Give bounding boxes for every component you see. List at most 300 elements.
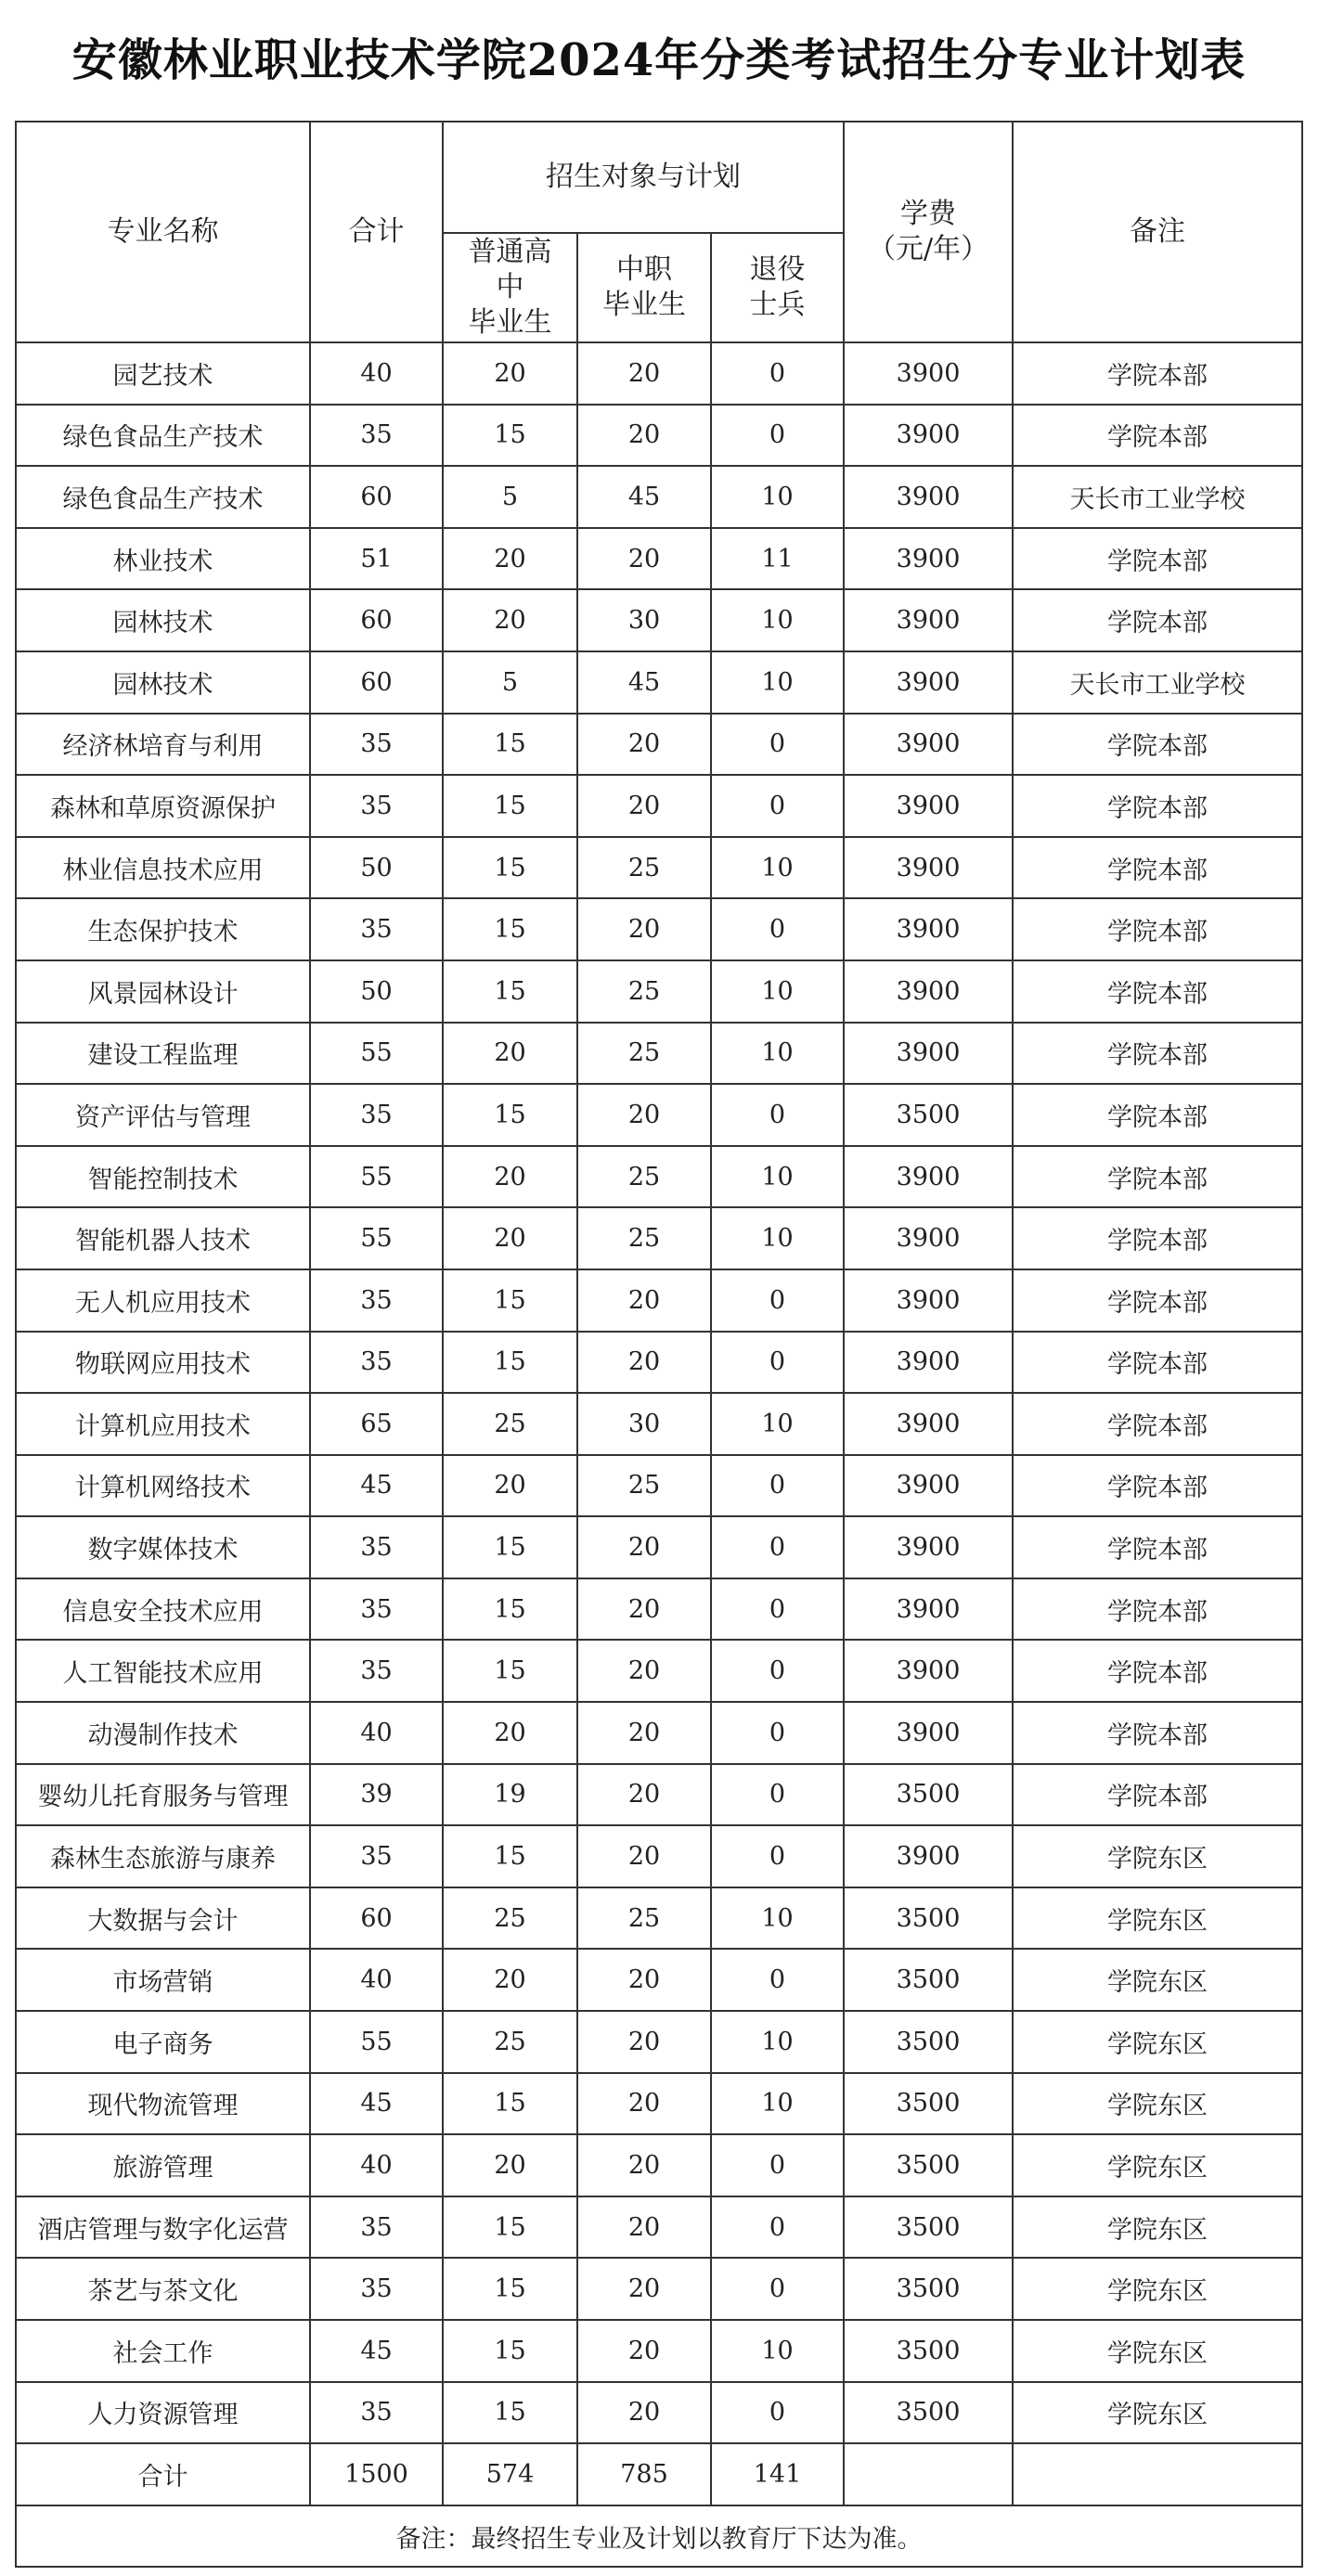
cell-remark: 学院东区 <box>1013 2196 1302 2259</box>
cell-vocational: 20 <box>577 528 711 590</box>
cell-remark: 学院本部 <box>1013 898 1302 960</box>
cell-high-school: 15 <box>443 960 577 1023</box>
cell-veteran: 0 <box>711 1516 844 1578</box>
cell-veteran: 10 <box>711 2073 844 2135</box>
cell-vocational: 20 <box>577 1640 711 1702</box>
cell-vocational: 20 <box>577 405 711 467</box>
cell-vocational: 20 <box>577 2196 711 2259</box>
footnote: 备注：最终招生专业及计划以教育厅下达为准。 <box>16 2505 1302 2568</box>
cell-high-school: 19 <box>443 1764 577 1826</box>
cell-total: 35 <box>310 1578 443 1641</box>
cell-vocational: 20 <box>577 1825 711 1887</box>
table-row <box>16 1702 1302 1764</box>
cell-total: 35 <box>310 775 443 837</box>
cell-high-school: 15 <box>443 1332 577 1394</box>
table-footer <box>16 2443 1302 2567</box>
cell-vocational: 20 <box>577 1269 711 1332</box>
cell-fee: 3900 <box>844 342 1013 405</box>
cell-fee: 3900 <box>844 405 1013 467</box>
cell-high-school: 20 <box>443 1023 577 1085</box>
cell-high-school: 15 <box>443 1578 577 1641</box>
cell-vocational: 20 <box>577 1084 711 1146</box>
cell-veteran: 0 <box>711 1455 844 1517</box>
cell-total: 55 <box>310 2011 443 2073</box>
cell-vocational: 25 <box>577 960 711 1023</box>
cell-total: 60 <box>310 589 443 651</box>
header-veteran <box>711 233 844 342</box>
cell-total: 35 <box>310 1640 443 1702</box>
cell-remark: 学院本部 <box>1013 775 1302 837</box>
cell-fee: 3900 <box>844 1516 1013 1578</box>
cell-total: 65 <box>310 1393 443 1455</box>
table-row <box>16 1516 1302 1578</box>
cell-total: 35 <box>310 2196 443 2259</box>
cell-veteran: 10 <box>711 2320 844 2382</box>
header-vocational-line1: 中职 <box>616 253 672 286</box>
cell-high-school: 20 <box>443 1207 577 1269</box>
table-row <box>16 2011 1302 2073</box>
totals-total: 1500 <box>310 2443 443 2505</box>
cell-high-school: 15 <box>443 898 577 960</box>
cell-major: 园林技术 <box>16 651 310 714</box>
cell-veteran: 0 <box>711 1269 844 1332</box>
cell-high-school: 15 <box>443 1084 577 1146</box>
totals-high-school: 574 <box>443 2443 577 2505</box>
cell-fee: 3900 <box>844 837 1013 899</box>
cell-veteran: 0 <box>711 1640 844 1702</box>
cell-remark: 学院东区 <box>1013 2011 1302 2073</box>
cell-vocational: 20 <box>577 898 711 960</box>
cell-remark: 学院本部 <box>1013 1578 1302 1641</box>
table-row <box>16 1640 1302 1702</box>
cell-total: 35 <box>310 1516 443 1578</box>
footnote-row <box>16 2505 1302 2568</box>
cell-high-school: 15 <box>443 1269 577 1332</box>
cell-vocational: 45 <box>577 466 711 528</box>
cell-major: 计算机应用技术 <box>16 1393 310 1455</box>
cell-fee: 3500 <box>844 2320 1013 2382</box>
table-row <box>16 405 1302 467</box>
cell-remark: 学院东区 <box>1013 2320 1302 2382</box>
cell-vocational: 25 <box>577 837 711 899</box>
cell-major: 现代物流管理 <box>16 2073 310 2135</box>
cell-veteran: 10 <box>711 1023 844 1085</box>
table-row <box>16 2073 1302 2135</box>
cell-veteran: 0 <box>711 2134 844 2196</box>
cell-veteran: 0 <box>711 714 844 776</box>
cell-vocational: 20 <box>577 1764 711 1826</box>
cell-major: 智能控制技术 <box>16 1146 310 1208</box>
cell-remark: 学院本部 <box>1013 1702 1302 1764</box>
cell-fee: 3900 <box>844 1825 1013 1887</box>
cell-vocational: 20 <box>577 775 711 837</box>
cell-remark: 学院本部 <box>1013 1764 1302 1826</box>
cell-fee: 3900 <box>844 775 1013 837</box>
cell-total: 50 <box>310 837 443 899</box>
cell-vocational: 20 <box>577 714 711 776</box>
cell-veteran: 10 <box>711 2011 844 2073</box>
cell-total: 35 <box>310 1825 443 1887</box>
cell-vocational: 45 <box>577 651 711 714</box>
cell-high-school: 20 <box>443 589 577 651</box>
header-high-school <box>443 233 577 342</box>
cell-remark: 学院本部 <box>1013 1516 1302 1578</box>
header-major: 专业名称 <box>16 122 310 342</box>
cell-major: 旅游管理 <box>16 2134 310 2196</box>
cell-major: 电子商务 <box>16 2011 310 2073</box>
table-row <box>16 1393 1302 1455</box>
cell-veteran: 0 <box>711 2196 844 2259</box>
cell-total: 55 <box>310 1207 443 1269</box>
cell-remark: 学院东区 <box>1013 2382 1302 2444</box>
cell-high-school: 15 <box>443 2258 577 2320</box>
cell-total: 45 <box>310 2073 443 2135</box>
cell-veteran: 0 <box>711 2382 844 2444</box>
cell-total: 45 <box>310 1455 443 1517</box>
cell-fee: 3900 <box>844 651 1013 714</box>
cell-vocational: 20 <box>577 1332 711 1394</box>
cell-high-school: 15 <box>443 837 577 899</box>
cell-veteran: 0 <box>711 1949 844 2011</box>
cell-high-school: 25 <box>443 2011 577 2073</box>
cell-total: 60 <box>310 466 443 528</box>
cell-major: 人工智能技术应用 <box>16 1640 310 1702</box>
cell-fee: 3500 <box>844 2258 1013 2320</box>
cell-remark: 学院本部 <box>1013 1393 1302 1455</box>
cell-major: 资产评估与管理 <box>16 1084 310 1146</box>
table-row <box>16 2320 1302 2382</box>
enrollment-plan-table <box>15 121 1303 2568</box>
cell-high-school: 15 <box>443 1640 577 1702</box>
table-row <box>16 528 1302 590</box>
cell-veteran: 0 <box>711 1084 844 1146</box>
table-row <box>16 1578 1302 1641</box>
cell-high-school: 20 <box>443 1949 577 2011</box>
cell-vocational: 20 <box>577 2134 711 2196</box>
header-high-school-line2: 中 <box>496 271 524 303</box>
cell-vocational: 20 <box>577 1516 711 1578</box>
cell-major: 智能机器人技术 <box>16 1207 310 1269</box>
cell-major: 风景园林设计 <box>16 960 310 1023</box>
cell-fee: 3900 <box>844 960 1013 1023</box>
cell-remark: 学院东区 <box>1013 2258 1302 2320</box>
cell-remark: 学院本部 <box>1013 1207 1302 1269</box>
cell-fee: 3900 <box>844 1146 1013 1208</box>
cell-high-school: 20 <box>443 528 577 590</box>
cell-fee: 3900 <box>844 1702 1013 1764</box>
cell-veteran: 11 <box>711 528 844 590</box>
cell-remark: 天长市工业学校 <box>1013 651 1302 714</box>
cell-high-school: 15 <box>443 2382 577 2444</box>
table-row <box>16 2134 1302 2196</box>
cell-veteran: 0 <box>711 405 844 467</box>
cell-major: 茶艺与茶文化 <box>16 2258 310 2320</box>
cell-remark: 学院本部 <box>1013 342 1302 405</box>
table-row <box>16 651 1302 714</box>
cell-fee: 3900 <box>844 1640 1013 1702</box>
cell-vocational: 30 <box>577 1393 711 1455</box>
cell-fee: 3900 <box>844 1269 1013 1332</box>
table-row <box>16 466 1302 528</box>
header-fee <box>844 122 1013 342</box>
cell-total: 35 <box>310 2382 443 2444</box>
cell-remark: 学院本部 <box>1013 1640 1302 1702</box>
cell-total: 55 <box>310 1023 443 1085</box>
cell-veteran: 10 <box>711 651 844 714</box>
header-remark: 备注 <box>1013 122 1302 342</box>
table-row <box>16 1084 1302 1146</box>
cell-major: 园林技术 <box>16 589 310 651</box>
table-row <box>16 837 1302 899</box>
cell-total: 35 <box>310 405 443 467</box>
table-row <box>16 960 1302 1023</box>
cell-fee: 3900 <box>844 1207 1013 1269</box>
cell-veteran: 10 <box>711 589 844 651</box>
table-row <box>16 1887 1302 1950</box>
cell-veteran: 10 <box>711 1146 844 1208</box>
table-row <box>16 1949 1302 2011</box>
cell-vocational: 20 <box>577 2320 711 2382</box>
cell-remark: 学院本部 <box>1013 960 1302 1023</box>
cell-major: 生态保护技术 <box>16 898 310 960</box>
cell-vocational: 20 <box>577 1949 711 2011</box>
cell-vocational: 20 <box>577 2011 711 2073</box>
cell-fee: 3900 <box>844 1023 1013 1085</box>
header-veteran-line1: 退役 <box>749 253 806 286</box>
cell-veteran: 0 <box>711 1825 844 1887</box>
table-row <box>16 342 1302 405</box>
cell-major: 森林和草原资源保护 <box>16 775 310 837</box>
cell-vocational: 20 <box>577 2382 711 2444</box>
cell-remark: 学院本部 <box>1013 1455 1302 1517</box>
header-total: 合计 <box>310 122 443 342</box>
cell-major: 园艺技术 <box>16 342 310 405</box>
cell-veteran: 10 <box>711 1887 844 1950</box>
table-row <box>16 775 1302 837</box>
cell-high-school: 5 <box>443 651 577 714</box>
table-row <box>16 1269 1302 1332</box>
totals-fee <box>844 2443 1013 2505</box>
cell-remark: 学院东区 <box>1013 1887 1302 1950</box>
table-row <box>16 1764 1302 1826</box>
table-body <box>16 342 1302 2443</box>
cell-major: 动漫制作技术 <box>16 1702 310 1764</box>
cell-high-school: 25 <box>443 1887 577 1950</box>
cell-fee: 3500 <box>844 1949 1013 2011</box>
cell-total: 60 <box>310 651 443 714</box>
cell-remark: 学院本部 <box>1013 1269 1302 1332</box>
cell-remark: 学院东区 <box>1013 1949 1302 2011</box>
cell-total: 35 <box>310 1332 443 1394</box>
cell-total: 40 <box>310 342 443 405</box>
cell-fee: 3900 <box>844 898 1013 960</box>
cell-major: 大数据与会计 <box>16 1887 310 1950</box>
cell-veteran: 10 <box>711 1207 844 1269</box>
cell-remark: 学院本部 <box>1013 1332 1302 1394</box>
cell-total: 51 <box>310 528 443 590</box>
table-row <box>16 714 1302 776</box>
totals-label: 合计 <box>16 2443 310 2505</box>
header-vocational <box>577 233 711 342</box>
cell-high-school: 20 <box>443 1146 577 1208</box>
cell-vocational: 20 <box>577 2073 711 2135</box>
cell-high-school: 15 <box>443 405 577 467</box>
cell-high-school: 15 <box>443 2196 577 2259</box>
cell-remark: 学院本部 <box>1013 1084 1302 1146</box>
cell-total: 40 <box>310 1702 443 1764</box>
cell-high-school: 5 <box>443 466 577 528</box>
cell-veteran: 10 <box>711 466 844 528</box>
cell-major: 信息安全技术应用 <box>16 1578 310 1641</box>
cell-vocational: 20 <box>577 2258 711 2320</box>
cell-vocational: 20 <box>577 1702 711 1764</box>
header-fee-line2: （元/年） <box>867 233 989 265</box>
cell-high-school: 15 <box>443 1825 577 1887</box>
cell-major: 计算机网络技术 <box>16 1455 310 1517</box>
cell-high-school: 15 <box>443 2320 577 2382</box>
table-row <box>16 2258 1302 2320</box>
cell-fee: 3500 <box>844 2073 1013 2135</box>
cell-major: 经济林培育与利用 <box>16 714 310 776</box>
cell-fee: 3900 <box>844 1578 1013 1641</box>
cell-major: 物联网应用技术 <box>16 1332 310 1394</box>
cell-fee: 3500 <box>844 1084 1013 1146</box>
cell-remark: 学院本部 <box>1013 528 1302 590</box>
cell-fee: 3900 <box>844 528 1013 590</box>
cell-vocational: 25 <box>577 1023 711 1085</box>
cell-veteran: 10 <box>711 960 844 1023</box>
table-row <box>16 1332 1302 1394</box>
cell-remark: 学院东区 <box>1013 2073 1302 2135</box>
cell-veteran: 10 <box>711 1393 844 1455</box>
cell-major: 森林生态旅游与康养 <box>16 1825 310 1887</box>
cell-total: 50 <box>310 960 443 1023</box>
cell-veteran: 10 <box>711 837 844 899</box>
cell-remark: 学院本部 <box>1013 405 1302 467</box>
cell-high-school: 15 <box>443 2073 577 2135</box>
cell-major: 人力资源管理 <box>16 2382 310 2444</box>
cell-fee: 3900 <box>844 1332 1013 1394</box>
cell-fee: 3500 <box>844 2011 1013 2073</box>
cell-major: 数字媒体技术 <box>16 1516 310 1578</box>
header-vocational-line2: 毕业生 <box>602 289 686 321</box>
cell-major: 建设工程监理 <box>16 1023 310 1085</box>
cell-total: 35 <box>310 714 443 776</box>
cell-veteran: 0 <box>711 1764 844 1826</box>
cell-total: 39 <box>310 1764 443 1826</box>
table-row <box>16 1455 1302 1517</box>
cell-fee: 3900 <box>844 1455 1013 1517</box>
cell-major: 社会工作 <box>16 2320 310 2382</box>
cell-fee: 3500 <box>844 2382 1013 2444</box>
cell-fee: 3500 <box>844 1764 1013 1826</box>
cell-veteran: 0 <box>711 1332 844 1394</box>
cell-vocational: 30 <box>577 589 711 651</box>
cell-total: 55 <box>310 1146 443 1208</box>
table-header <box>16 122 1302 342</box>
cell-fee: 3500 <box>844 2196 1013 2259</box>
cell-major: 婴幼儿托育服务与管理 <box>16 1764 310 1826</box>
totals-vocational: 785 <box>577 2443 711 2505</box>
header-fee-line1: 学费 <box>900 198 957 230</box>
cell-vocational: 25 <box>577 1146 711 1208</box>
cell-total: 40 <box>310 2134 443 2196</box>
cell-veteran: 0 <box>711 775 844 837</box>
cell-fee: 3900 <box>844 714 1013 776</box>
table-row <box>16 1207 1302 1269</box>
table-row <box>16 1023 1302 1085</box>
cell-total: 35 <box>310 1084 443 1146</box>
cell-major: 林业信息技术应用 <box>16 837 310 899</box>
table-row <box>16 2196 1302 2259</box>
cell-fee: 3900 <box>844 466 1013 528</box>
cell-total: 60 <box>310 1887 443 1950</box>
cell-remark: 学院本部 <box>1013 1023 1302 1085</box>
cell-fee: 3900 <box>844 1393 1013 1455</box>
cell-total: 35 <box>310 1269 443 1332</box>
cell-high-school: 20 <box>443 342 577 405</box>
cell-high-school: 25 <box>443 1393 577 1455</box>
table-row <box>16 1146 1302 1208</box>
cell-veteran: 0 <box>711 342 844 405</box>
cell-remark: 学院东区 <box>1013 2134 1302 2196</box>
cell-total: 35 <box>310 898 443 960</box>
header-high-school-line3: 毕业生 <box>468 306 552 339</box>
cell-major: 绿色食品生产技术 <box>16 405 310 467</box>
table-row <box>16 898 1302 960</box>
cell-fee: 3500 <box>844 2134 1013 2196</box>
cell-vocational: 20 <box>577 342 711 405</box>
cell-fee: 3900 <box>844 589 1013 651</box>
cell-major: 酒店管理与数字化运营 <box>16 2196 310 2259</box>
cell-high-school: 15 <box>443 714 577 776</box>
cell-major: 绿色食品生产技术 <box>16 466 310 528</box>
totals-veteran: 141 <box>711 2443 844 2505</box>
cell-total: 40 <box>310 1949 443 2011</box>
cell-vocational: 25 <box>577 1455 711 1517</box>
page-title: 安徽林业职业技术学院2024年分类考试招生分专业计划表 <box>71 33 1247 86</box>
cell-remark: 天长市工业学校 <box>1013 466 1302 528</box>
cell-veteran: 0 <box>711 1702 844 1764</box>
cell-vocational: 25 <box>577 1207 711 1269</box>
cell-total: 35 <box>310 2258 443 2320</box>
cell-veteran: 0 <box>711 2258 844 2320</box>
cell-vocational: 25 <box>577 1887 711 1950</box>
cell-high-school: 15 <box>443 1516 577 1578</box>
cell-fee: 3500 <box>844 1887 1013 1950</box>
cell-major: 林业技术 <box>16 528 310 590</box>
header-high-school-line1: 普通高 <box>468 236 552 268</box>
header-veteran-line2: 士兵 <box>749 289 806 321</box>
cell-high-school: 15 <box>443 775 577 837</box>
cell-vocational: 20 <box>577 1578 711 1641</box>
totals-remark <box>1013 2443 1302 2505</box>
cell-high-school: 20 <box>443 1455 577 1517</box>
cell-high-school: 20 <box>443 1702 577 1764</box>
table-row <box>16 589 1302 651</box>
cell-major: 市场营销 <box>16 1949 310 2011</box>
cell-major: 无人机应用技术 <box>16 1269 310 1332</box>
totals-row <box>16 2443 1302 2505</box>
cell-remark: 学院本部 <box>1013 714 1302 776</box>
cell-total: 45 <box>310 2320 443 2382</box>
cell-veteran: 0 <box>711 898 844 960</box>
header-plan-group: 招生对象与计划 <box>443 122 844 233</box>
cell-remark: 学院本部 <box>1013 837 1302 899</box>
table-row <box>16 1825 1302 1887</box>
cell-veteran: 0 <box>711 1578 844 1641</box>
cell-remark: 学院东区 <box>1013 1825 1302 1887</box>
